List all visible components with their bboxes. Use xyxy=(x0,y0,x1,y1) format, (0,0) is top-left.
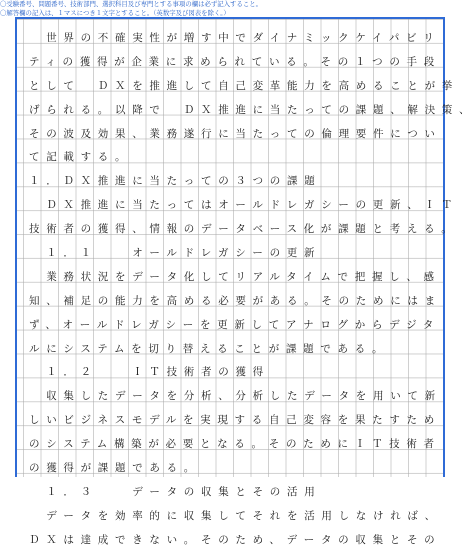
answer-row: ティの獲得が企業に求められている。その１つの手段 xyxy=(29,55,441,68)
answer-row: 収集したデータを分析、分析したデータを用いて新 xyxy=(29,390,442,403)
answer-row: て記載する。 xyxy=(29,151,133,164)
answer-row: データを効率的に収集してそれを活用しなければ、 xyxy=(29,509,442,522)
answer-row: ＤＸは達成できない。そのため、データの収集とその xyxy=(29,533,442,546)
answer-row: のシステム構築が必要となる。そのためにＩＴ技術者 xyxy=(29,438,441,451)
answer-row: 知、補足の能力を高める必要がある。そのためにはま xyxy=(29,294,442,307)
instruction-notes xyxy=(0,0,460,18)
answer-sheet xyxy=(15,17,476,546)
answer-row: その波及効果、業務遂行に当たっての倫理要件につい xyxy=(29,127,442,140)
answer-row: しいビジネスモデルを実現する自己変容を果たすため xyxy=(29,414,441,427)
answer-row: 業務状況をデータ化してリアルタイムで把握し、感 xyxy=(29,270,441,283)
answer-row: １．１ オールドレガシーの更新 xyxy=(29,247,322,260)
answer-row: 技術者の獲得、情報のデータベース化が課題と考える。 xyxy=(29,223,459,236)
answer-row: の獲得が課題である。 xyxy=(29,462,201,475)
answer-row: １．２ ＩＴ技術者の獲得 xyxy=(29,366,270,379)
instruction-line: 〇受験番号、問題番号、技術部門、選択科目及び専門とする事項の欄は必ず記入すること。 xyxy=(0,0,263,8)
answer-row: げられる。以降で ＤＸ推進に当たっての課題、解決策、 xyxy=(29,103,476,116)
answer-row: １．ＤＸ推進に当たっての３つの課題 xyxy=(29,175,322,188)
answer-row: 世界の不確実性が増す中でダイナミックケイパビリ xyxy=(29,32,441,44)
answer-row: として ＤＸを推進して自己変革能力を高めることが挙 xyxy=(29,79,459,92)
instruction-line: 〇解答欄の記入は、１マスにつき１文字とすること。（英数字及び図表を除く。） xyxy=(0,9,230,17)
answer-row: ルにシステムを切り替えることが課題である。 xyxy=(29,342,390,355)
answer-row: ＤＸ推進に当たってはオールドレガシーの更新、ＩＴ xyxy=(29,199,459,212)
answer-row: ず、オールドレガシーを更新してアナログからデジタ xyxy=(29,318,441,331)
answer-row: １．３ データの収集とその活用 xyxy=(29,485,322,498)
answer-text xyxy=(29,27,476,553)
